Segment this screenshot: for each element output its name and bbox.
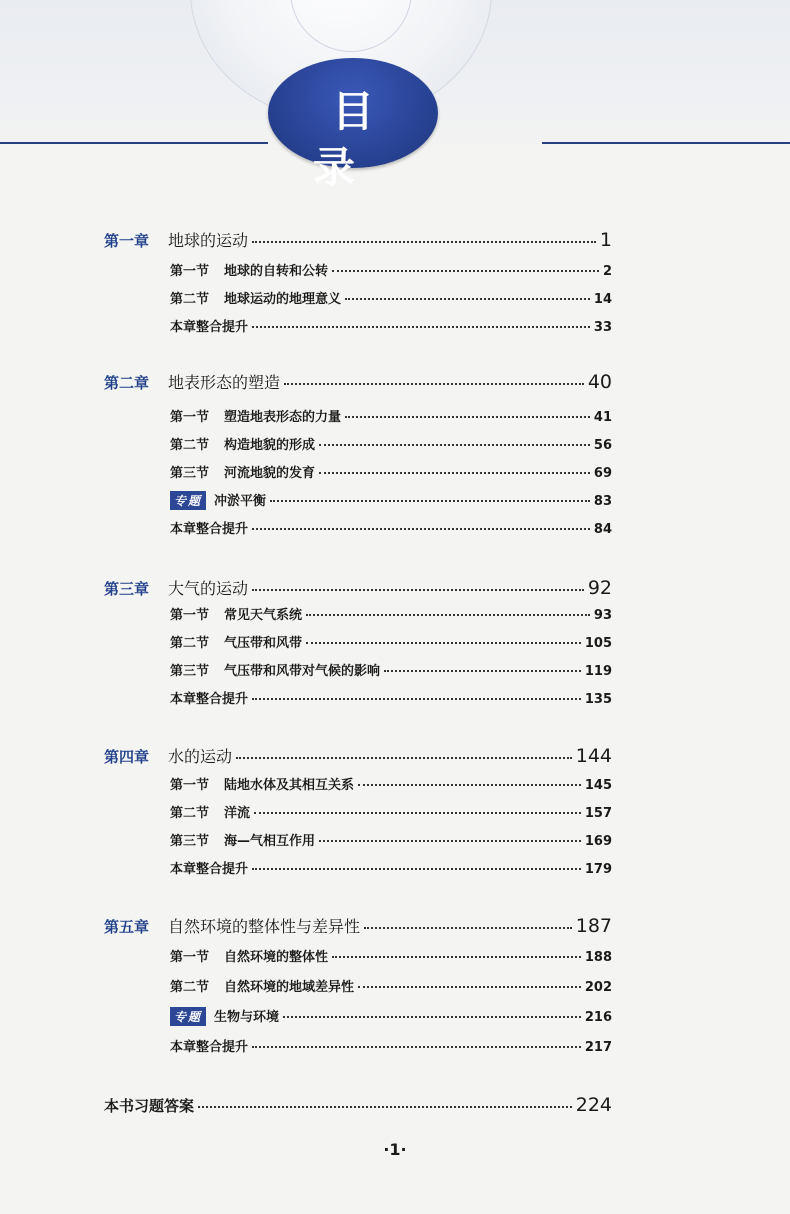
section-title: 自然环境的地域差异性 <box>224 980 355 995</box>
dot-leader <box>252 698 581 700</box>
chapter-title: 水的运动 <box>168 747 233 766</box>
dot-leader <box>254 812 581 814</box>
dot-leader <box>384 670 581 672</box>
toc-chapter-1[interactable] <box>104 228 612 251</box>
section-page: 69 <box>593 466 612 481</box>
section-title: 气压带和风带 <box>224 636 303 651</box>
toc-section-review[interactable] <box>170 858 612 877</box>
chapter-page: 1 <box>599 229 612 251</box>
section-title: 海—气相互作用 <box>224 834 316 849</box>
section-page: 169 <box>584 834 612 849</box>
header-rule-right <box>542 142 790 144</box>
page-number: ·1· <box>383 1140 407 1159</box>
dot-leader <box>306 614 590 616</box>
section-page: 33 <box>593 320 612 335</box>
dot-leader <box>252 1046 581 1048</box>
section-page: 105 <box>584 636 612 651</box>
section-title: 本章整合提升 <box>170 320 249 335</box>
dot-leader <box>358 784 581 786</box>
dot-leader <box>319 472 590 474</box>
section-number: 第二节 <box>170 292 210 307</box>
section-title: 本章整合提升 <box>170 522 249 537</box>
toc-section[interactable] <box>170 976 612 995</box>
toc-section-review[interactable] <box>170 688 612 707</box>
section-title: 本章整合提升 <box>170 1040 249 1055</box>
special-topic-badge: 专题 <box>170 491 206 510</box>
dot-leader <box>332 956 581 958</box>
toc-chapter-4[interactable] <box>104 744 612 767</box>
page-title: 目 录 <box>312 87 412 192</box>
section-title: 生物与环境 <box>214 1010 280 1025</box>
toc-section[interactable] <box>170 462 612 481</box>
section-page: 2 <box>602 264 612 279</box>
toc-section[interactable] <box>170 406 612 425</box>
chapter-number: 第二章 <box>104 374 150 392</box>
section-page: 188 <box>584 950 612 965</box>
section-title: 塑造地表形态的力量 <box>224 410 342 425</box>
dot-leader <box>283 1016 581 1018</box>
toc-special-topic[interactable] <box>170 490 612 510</box>
chapter-number: 第一章 <box>104 232 150 250</box>
section-number: 第二节 <box>170 636 210 651</box>
section-number: 第三节 <box>170 466 210 481</box>
toc-section[interactable] <box>170 604 612 623</box>
chapter-page: 40 <box>587 371 612 393</box>
chapter-title: 地球的运动 <box>168 231 249 250</box>
dot-leader <box>284 383 584 385</box>
dot-leader <box>345 416 590 418</box>
toc-chapter-5[interactable] <box>104 914 612 937</box>
toc-chapter-3[interactable] <box>104 576 612 599</box>
dot-leader <box>198 1106 572 1108</box>
dot-leader <box>252 326 590 328</box>
dot-leader <box>319 444 590 446</box>
dot-leader <box>332 270 599 272</box>
toc-chapter-2[interactable] <box>104 370 612 393</box>
section-number: 第一节 <box>170 608 210 623</box>
toc-section[interactable] <box>170 946 612 965</box>
toc-section[interactable] <box>170 774 612 793</box>
section-page: 145 <box>584 778 612 793</box>
toc-section[interactable] <box>170 260 612 279</box>
section-title: 地球运动的地理意义 <box>224 292 342 307</box>
section-title: 冲淤平衡 <box>214 494 267 509</box>
section-title: 自然环境的整体性 <box>224 950 329 965</box>
section-number: 第二节 <box>170 806 210 821</box>
chapter-title: 自然环境的整体性与差异性 <box>168 917 361 936</box>
section-title: 陆地水体及其相互关系 <box>224 778 355 793</box>
dot-leader <box>252 589 584 591</box>
section-title: 洋流 <box>224 806 251 821</box>
chapter-page: 144 <box>575 745 612 767</box>
section-page: 93 <box>593 608 612 623</box>
toc-section[interactable] <box>170 288 612 307</box>
section-title: 气压带和风带对气候的影响 <box>224 664 381 679</box>
dot-leader <box>252 241 596 243</box>
chapter-number: 第五章 <box>104 918 150 936</box>
toc-special-topic[interactable] <box>170 1006 612 1026</box>
section-title: 地球的自转和公转 <box>224 264 329 279</box>
section-page: 14 <box>593 292 612 307</box>
dot-leader <box>364 927 572 929</box>
chapter-page: 187 <box>575 915 612 937</box>
section-page: 179 <box>584 862 612 877</box>
answers-page: 224 <box>575 1094 612 1116</box>
answers-title: 本书习题答案 <box>104 1097 195 1115</box>
section-page: 157 <box>584 806 612 821</box>
toc-section[interactable] <box>170 632 612 651</box>
toc-section-review[interactable] <box>170 316 612 335</box>
toc-section[interactable] <box>170 802 612 821</box>
dot-leader <box>236 757 572 759</box>
dot-leader <box>358 986 581 988</box>
chapter-title: 大气的运动 <box>168 579 249 598</box>
section-number: 第三节 <box>170 664 210 679</box>
section-page: 216 <box>584 1010 612 1025</box>
header-rule-left <box>0 142 268 144</box>
chapter-number: 第三章 <box>104 580 150 598</box>
section-title: 本章整合提升 <box>170 692 249 707</box>
section-page: 217 <box>584 1040 612 1055</box>
section-number: 第一节 <box>170 950 210 965</box>
section-number: 第一节 <box>170 264 210 279</box>
section-number: 第一节 <box>170 410 210 425</box>
section-number: 第一节 <box>170 778 210 793</box>
dot-leader <box>270 500 590 502</box>
toc-section-review[interactable] <box>170 518 612 537</box>
dot-leader <box>306 642 581 644</box>
section-page: 119 <box>584 664 612 679</box>
toc-section[interactable] <box>170 434 612 453</box>
chapter-number: 第四章 <box>104 748 150 766</box>
section-number: 第三节 <box>170 834 210 849</box>
dot-leader <box>252 868 581 870</box>
section-title: 本章整合提升 <box>170 862 249 877</box>
toc-section[interactable] <box>170 830 612 849</box>
section-title: 常见天气系统 <box>224 608 303 623</box>
section-page: 41 <box>593 410 612 425</box>
dot-leader <box>252 528 590 530</box>
toc-section-review[interactable] <box>170 1036 612 1055</box>
section-number: 第二节 <box>170 980 210 995</box>
section-number: 第二节 <box>170 438 210 453</box>
chapter-title: 地表形态的塑造 <box>168 373 281 392</box>
section-page: 84 <box>593 522 612 537</box>
toc-answers[interactable] <box>104 1094 612 1116</box>
chapter-page: 92 <box>587 577 612 599</box>
dot-leader <box>345 298 590 300</box>
dot-leader <box>319 840 581 842</box>
section-title: 河流地貌的发育 <box>224 466 316 481</box>
toc-section[interactable] <box>170 660 612 679</box>
section-page: 135 <box>584 692 612 707</box>
section-page: 83 <box>593 494 612 509</box>
section-page: 202 <box>584 980 612 995</box>
special-topic-badge: 专题 <box>170 1007 206 1026</box>
section-title: 构造地貌的形成 <box>224 438 316 453</box>
section-page: 56 <box>593 438 612 453</box>
